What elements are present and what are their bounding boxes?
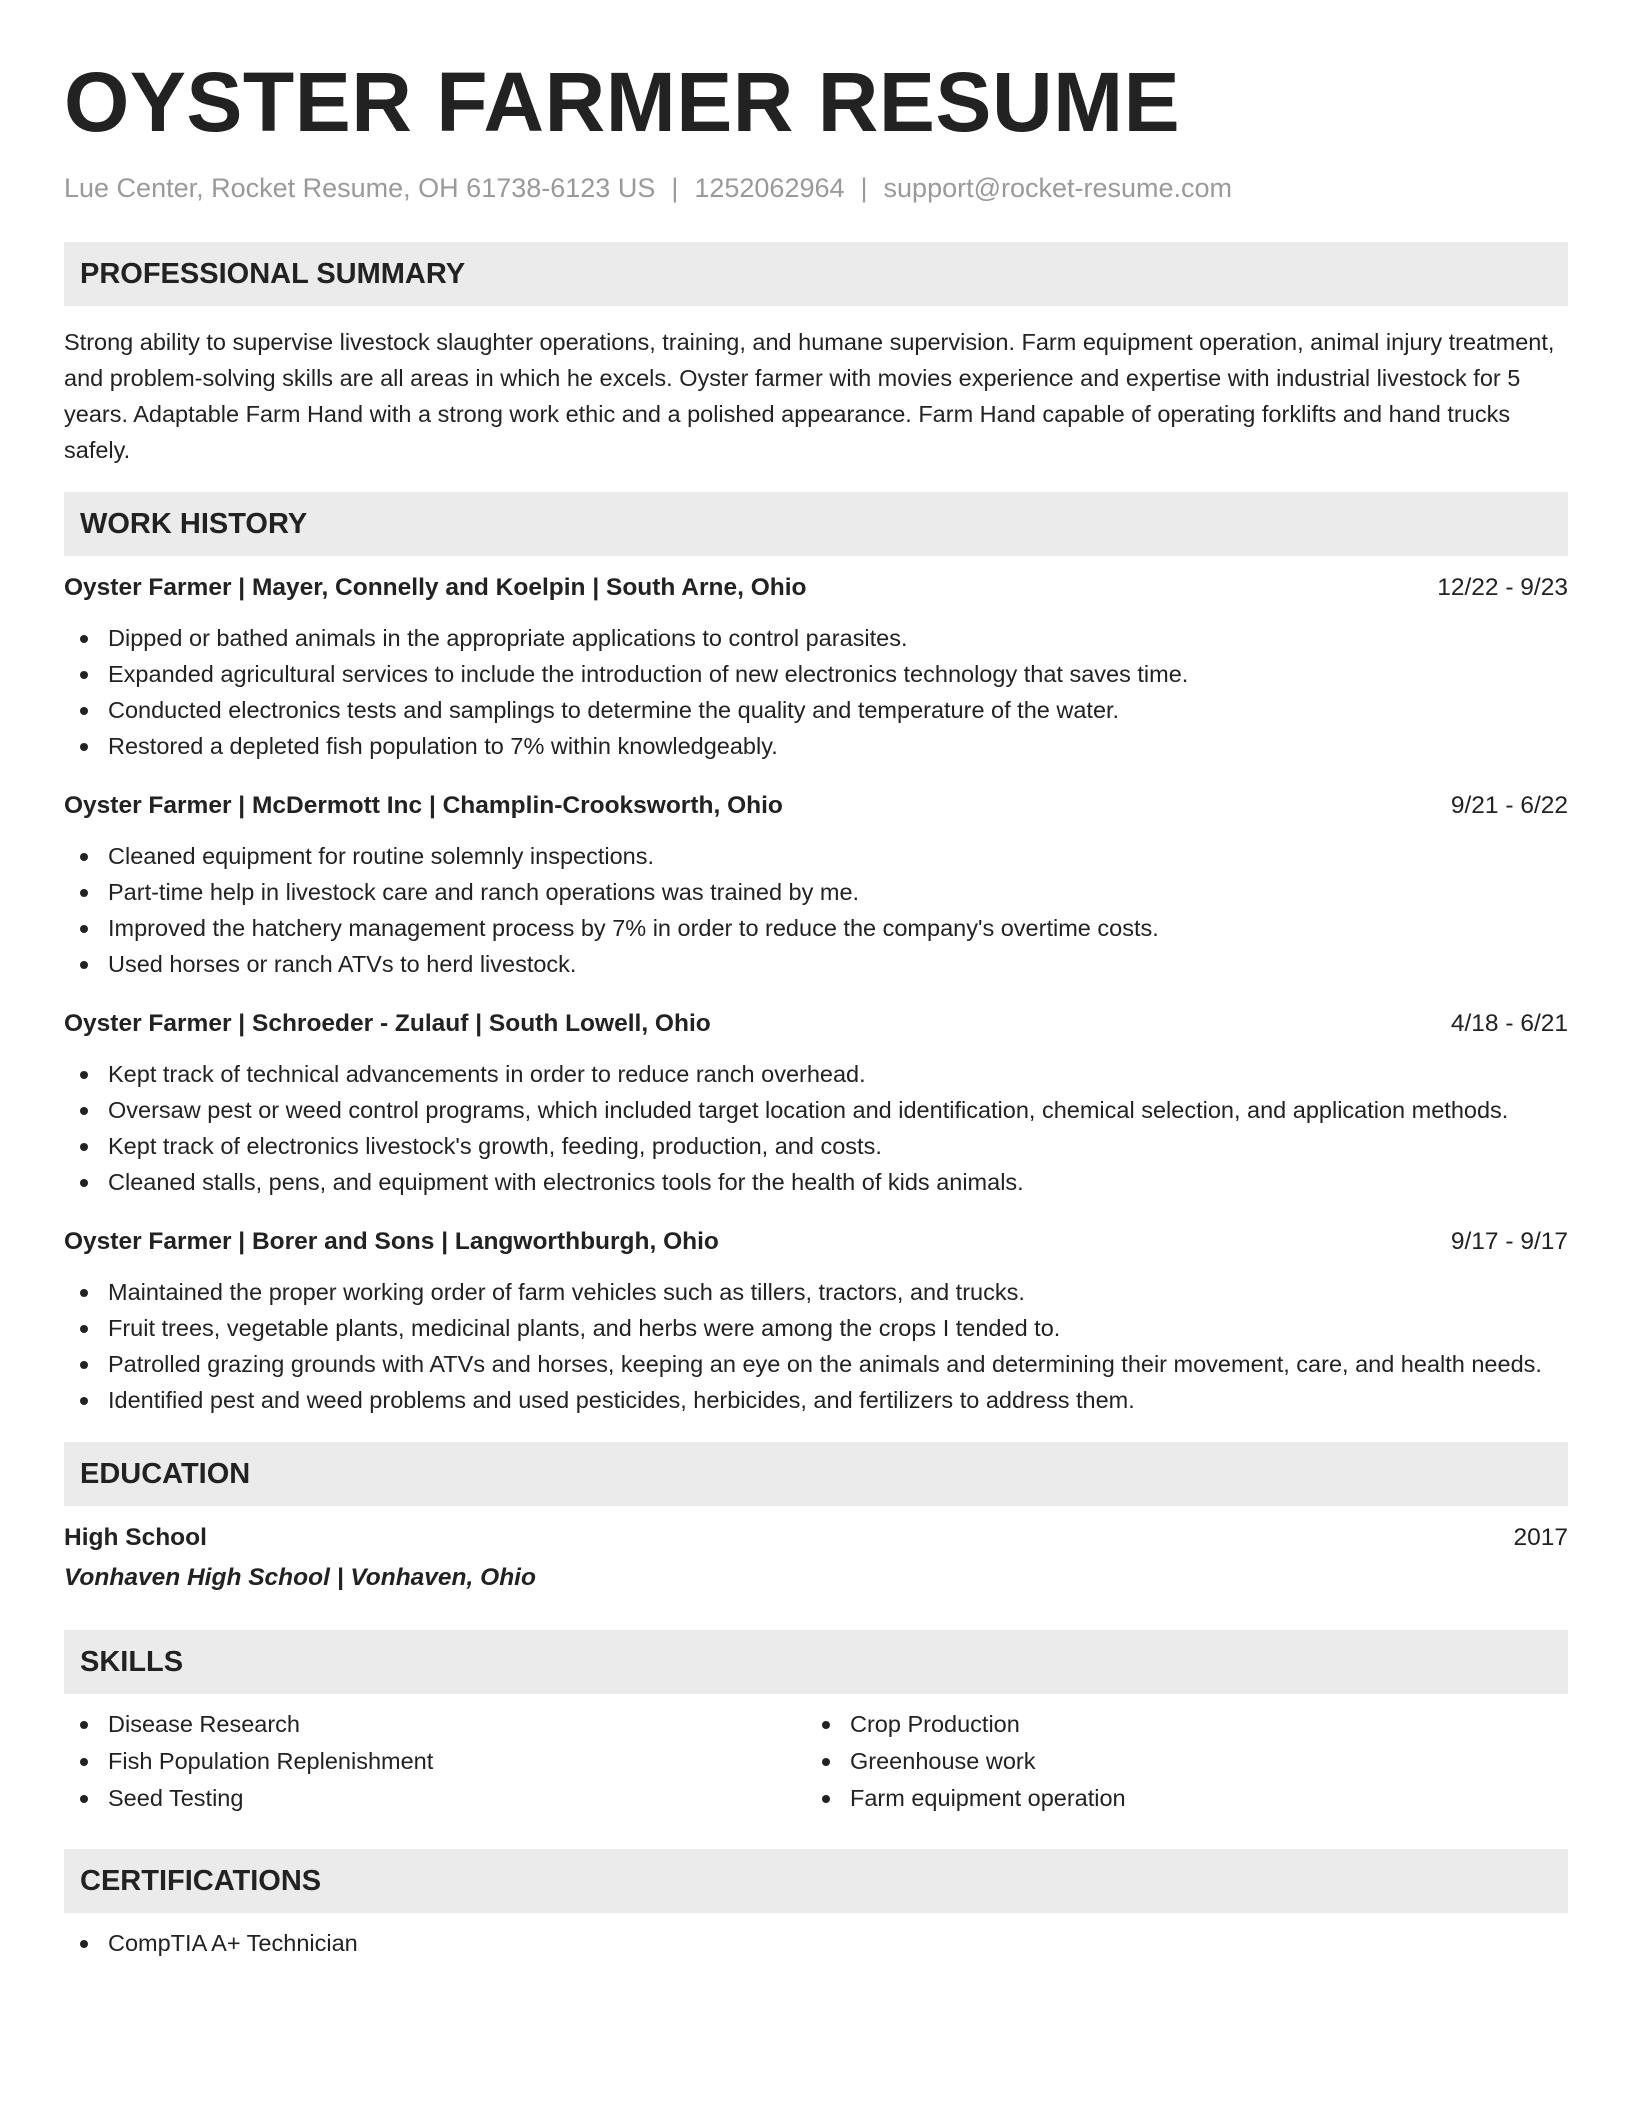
job-entry [64,788,1568,982]
job-header [64,788,1568,824]
job-dates: 9/21 - 6/22 [1450,792,1568,819]
contact-address: Lue Center, Rocket Resume, OH 61738-6123 US [64,173,656,203]
education-year: 2017 [1513,1524,1568,1551]
list-item: CompTIA A+ Technician [64,1925,1568,1961]
section-heading-education: EDUCATION [64,1442,1568,1506]
skills-column-left [64,1706,806,1817]
contact-phone: 1252062964 [694,173,845,203]
job-bullets [64,620,1568,764]
list-item: Restored a depleted fish population to 7% within knowledgeably. [64,728,1568,764]
job-bullets [64,838,1568,982]
list-item: Conducted electronics tests and samplings to determine the quality and temperature of the water. [64,692,1568,728]
section-heading-certifications: CERTIFICATIONS [64,1849,1568,1913]
section-heading-skills: SKILLS [64,1630,1568,1694]
list-item: Expanded agricultural services to include the introduction of new electronics technology that saves time. [64,656,1568,692]
skills-list [64,1694,1568,1817]
certifications-list [64,1925,1568,1961]
job-header [64,1224,1568,1260]
list-item: Seed Testing [64,1780,806,1817]
job-bullets [64,1274,1568,1418]
list-item: Identified pest and weed problems and used pesticides, herbicides, and fertilizers to address them. [64,1382,1568,1418]
list-item: Disease Research [64,1706,806,1743]
section-heading-summary: PROFESSIONAL SUMMARY [64,242,1568,306]
job-entry [64,570,1568,764]
job-title: Oyster Farmer | Mayer, Connelly and Koelpin | South Arne, Ohio [64,574,807,601]
list-item: Cleaned stalls, pens, and equipment with electronics tools for the health of kids animals. [64,1164,1568,1200]
education-header [64,1520,1568,1556]
job-entry [64,1006,1568,1200]
resume-page [64,52,1568,1961]
list-item: Part-time help in livestock care and ranch operations was trained by me. [64,874,1568,910]
list-item: Cleaned equipment for routine solemnly inspections. [64,838,1568,874]
contact-separator: | [671,173,679,203]
list-item: Oversaw pest or weed control programs, which included target location and identification, chemical selection, and application methods. [64,1092,1568,1128]
list-item: Improved the hatchery management process by 7% in order to reduce the company's overtime costs. [64,910,1568,946]
job-dates: 9/17 - 9/17 [1450,1228,1568,1255]
resume-title: OYSTER FARMER RESUME [64,55,1181,149]
list-item: Dipped or bathed animals in the appropriate applications to control parasites. [64,620,1568,656]
list-item: Farm equipment operation [806,1780,1548,1817]
contact-line [64,172,1568,204]
list-item: Kept track of electronics livestock's growth, feeding, production, and costs. [64,1128,1568,1164]
job-bullets [64,1056,1568,1200]
summary-text: Strong ability to supervise livestock slaughter operations, training, and humane supervision. Farm equipment operation, animal injury treatment, and problem-solving skills are all areas in which he excels. Oyster farmer with movies experience and expertise with industrial livestock for 5 years. Adaptable Farm Hand with a strong work ethic and a polished appearance. Farm Hand capable of operating forklifts and hand trucks safely. [64,329,1555,463]
list-item: Greenhouse work [806,1743,1548,1780]
list-item: Used horses or ranch ATVs to herd livestock. [64,946,1568,982]
job-title: Oyster Farmer | Borer and Sons | Langworthburgh, Ohio [64,1228,719,1255]
list-item: Maintained the proper working order of farm vehicles such as tillers, tractors, and trucks. [64,1274,1568,1310]
job-entry [64,1224,1568,1418]
section-heading-work-history: WORK HISTORY [64,492,1568,556]
list-item: Crop Production [806,1706,1548,1743]
education-degree: High School [64,1524,207,1551]
job-title: Oyster Farmer | Schroeder - Zulauf | South Lowell, Ohio [64,1010,711,1037]
list-item: Patrolled grazing grounds with ATVs and horses, keeping an eye on the animals and determining their movement, care, and health needs. [64,1346,1568,1382]
education-school: Vonhaven High School | Vonhaven, Ohio [64,1564,536,1591]
job-title: Oyster Farmer | McDermott Inc | Champlin-Crooksworth, Ohio [64,792,783,819]
contact-separator: | [860,173,868,203]
job-dates: 4/18 - 6/21 [1450,1010,1568,1037]
job-header [64,1006,1568,1042]
education-entry [64,1520,1568,1596]
list-item: Kept track of technical advancements in order to reduce ranch overhead. [64,1056,1568,1092]
list-item: Fruit trees, vegetable plants, medicinal plants, and herbs were among the crops I tended to. [64,1310,1568,1346]
contact-email: support@rocket-resume.com [883,173,1233,203]
list-item: Fish Population Replenishment [64,1743,806,1780]
skills-column-right [806,1706,1548,1817]
job-dates: 12/22 - 9/23 [1437,574,1568,601]
job-header [64,570,1568,606]
